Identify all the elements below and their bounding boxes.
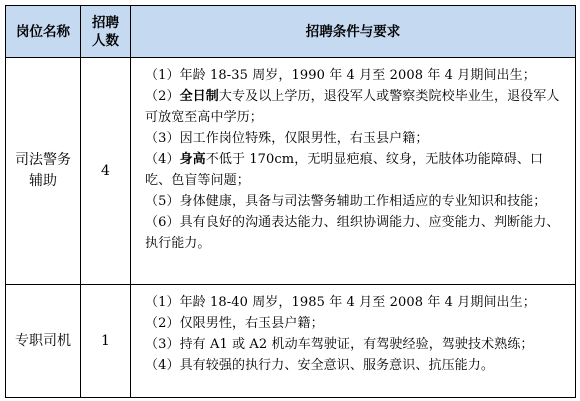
position-cell: 司法警务辅助 [6,58,81,285]
requirement-item: （2）全日制大专及以上学历，退役军人或警察类院校毕业生，退役军人可放宽至高中学历； [145,89,560,125]
requirement-item: （5）身体健康，具备与司法警务辅助工作相适应的专业知识和技能； [145,194,547,209]
requirement-item: （4）具有较强的执行力、安全意识、服务意识、抗压能力。 [145,358,494,373]
header-recruit-count: 招聘人数 [81,6,131,58]
count-cell: 1 [81,285,131,398]
table-row [6,285,576,398]
requirement-item: （2）仅限男性，右玉县户籍； [145,316,324,331]
requirement-item: （6）具有良好的沟通表达能力、组织协调能力、应变能力、判断能力、执行能力。 [145,215,560,251]
table-header-row [6,6,576,58]
header-position-name: 岗位名称 [6,6,81,58]
recruitment-table [5,5,576,398]
requirement-item: （1）年龄 18-40 周岁，1985 年 4 月至 2008 年 4 月期间出生； [145,295,536,310]
count-cell: 4 [81,58,131,285]
position-cell: 专职司机 [6,285,81,398]
header-requirements: 招聘条件与要求 [131,6,576,58]
requirement-item: （3）持有 A1 或 A2 机动车驾驶证，有驾驶经验，驾驶技术熟练； [145,337,534,352]
requirements-cell [131,285,576,398]
requirement-item: （3）因工作岗位特殊，仅限男性，右玉县户籍； [145,131,429,146]
table-row [6,58,576,285]
requirement-item: （4）身高不低于 170cm，无明显疤痕、纹身，无肢体功能障碍、口吃、色盲等问题； [145,152,544,188]
requirement-item: （1）年龄 18-35 周岁，1990 年 4 月至 2008 年 4 月期间出生； [145,68,536,83]
requirements-cell [131,58,576,285]
